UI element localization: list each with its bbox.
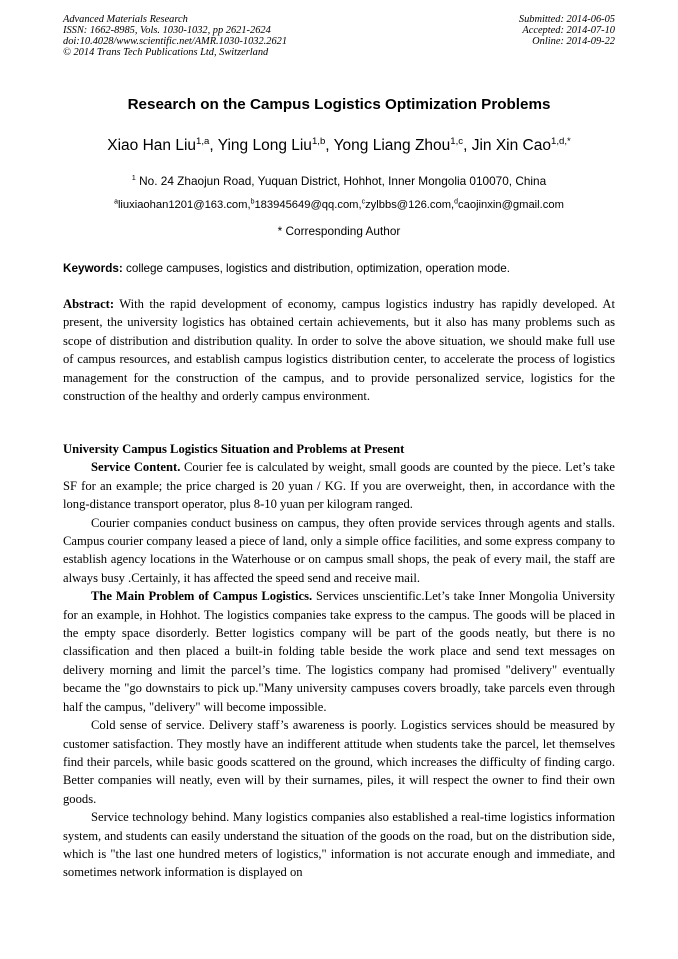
paragraph xyxy=(63,808,615,882)
journal-header-left xyxy=(63,14,287,58)
author-name: Jin Xin Cao xyxy=(471,137,551,154)
section-heading: University Campus Logistics Situation and Problems at Present xyxy=(63,442,405,456)
email-mark: b xyxy=(250,198,255,206)
accepted-date: Accepted: 2014-07-10 xyxy=(522,25,615,36)
author-affiliation-mark: 1,a xyxy=(196,135,210,147)
abstract-label: Abstract: xyxy=(63,297,115,311)
abstract xyxy=(63,295,615,405)
email-mark: a xyxy=(114,198,118,206)
author-name: Ying Long Liu xyxy=(217,137,312,154)
affiliation xyxy=(0,174,678,188)
paragraph-run-in-heading: The Main Problem of Campus Logistics. xyxy=(91,589,313,604)
paper-title: Research on the Campus Logistics Optimization Problems xyxy=(127,96,551,113)
keywords-text: college campuses, logistics and distribution, optimization, operation mode. xyxy=(126,262,510,275)
keywords-label: Keywords: xyxy=(63,262,123,275)
doi-line: doi:10.4028/www.scientific.net/AMR.1030-1032.2621 xyxy=(63,36,288,47)
email-mark: c xyxy=(361,198,366,206)
email-mark: d xyxy=(454,198,459,206)
affiliation-address: No. 24 Zhaojun Road, Yuquan District, Hohhot, Inner Mongolia 010070, China xyxy=(139,174,547,188)
affiliation-mark: 1 xyxy=(131,173,136,183)
keywords xyxy=(63,262,615,275)
paragraph-text: Courier fee is calculated by weight, small goods are counted by the piece. Let’s take SF for an example; the price charged is 20 yuan / KG. If you are overweight, then, in accordance with the long-distance transport operator, plus 8-10 yuan per kilogram ranged. xyxy=(63,460,615,512)
author-name: Yong Liang Zhou xyxy=(333,137,451,154)
author-affiliation-mark: 1,c xyxy=(450,135,464,147)
author-list: Xiao Han Liu$^{1,a}$, Ying Long Liu$^{1,b}$, Yong Liang Zhou$^{1,c}$, Jin Xin Cao$^{1,d,*}$ xyxy=(107,135,571,154)
paragraph-text: Courier companies conduct business on campus, they often provide services through agents and stalls. Campus courier company leased a piece of land, only a simple office facilities, and some express company to establish agency locations in the Waterhouse or on campus small shops, the peak of every mail, the staff are always busy .Certainly, it has affected the speed send and receive mail. xyxy=(63,515,615,585)
paragraph-text: Cold sense of service. Delivery staff’s awareness is poorly. Logistics services should be measured by customer satisfaction. They mostly have an indifferent attitude when students take the parcel, let themselves find their parcels, while basic goods scattered on the ground, which increases the difficulty of finding cargo. Better companies will neatly, even will by their surnames, piles, it will respect the owner to find their own goods. xyxy=(63,718,615,806)
email-list xyxy=(0,199,678,211)
paragraph-text: Service technology behind. Many logistics companies also established a real-time logistics information system, and students can easily understand the situation of the goods on the road, but on the distribution side, which is "the last one hundred meters of logistics," information is not accurate enough and immediate, and sometimes network information is displayed on xyxy=(63,810,615,880)
email-address[interactable]: zylbbs@126.com, xyxy=(365,199,455,211)
issn-line: ISSN: 1662-8985, Vols. 1030-1032, pp 2621-2624 xyxy=(63,25,271,36)
paragraph-run-in-heading: Service Content. xyxy=(91,460,181,475)
journal-header-right xyxy=(519,14,615,47)
abstract-text: With the rapid development of economy, campus logistics industry has rapidly developed. At present, the university logistics has obtained certain achievements, but it also has many problems such as scope of distribution and distribution quality. In order to solve the above situation, we should make full use of campus resources, and establish campus logistics distribution center, to accelerate the process of logistics management for the construction of the campus, and to provide personalized service, logistics for the construction of the healthy and orderly campus environment. xyxy=(63,297,616,404)
email-address[interactable]: caojinxin@gmail.com xyxy=(458,199,564,211)
online-date: Online: 2014-09-22 xyxy=(532,36,615,47)
email-address[interactable]: 183945649@qq.com, xyxy=(254,199,362,211)
submitted-date: Submitted: 2014-06-05 xyxy=(518,14,615,25)
paragraph xyxy=(63,716,615,808)
author-name: Xiao Han Liu xyxy=(107,137,197,154)
journal-name: Advanced Materials Research xyxy=(63,14,188,25)
corresponding-author-note: * Corresponding Author xyxy=(277,224,401,238)
copyright-line: © 2014 Trans Tech Publications Ltd, Switzerland xyxy=(63,47,269,58)
paragraph xyxy=(63,514,615,588)
email-address[interactable]: liuxiaohan1201@163.com, xyxy=(117,199,251,211)
paragraph-text: Services unscientific.Let’s take Inner Mongolia University for an example, in Hohhot. The logistics companies take express to the campus. The goods will be placed in the empty space disorderly. Better logistics company will be part of the goods neatly, but there is no classification and then placed a built-in folding table beside the work place and send text messages on delivery morning and limit the parcel’s time. The logistics company had promised "delivery" eventually became the "go downstairs to pick up."Many university campuses covers broadly, take parcels even through half the campus, "delivery" will become impossible. xyxy=(63,589,615,714)
author-affiliation-mark: 1,b xyxy=(311,135,326,147)
author-affiliation-mark: 1,d,* xyxy=(550,135,571,147)
section-body xyxy=(63,440,615,882)
paragraph xyxy=(63,587,615,716)
paragraph xyxy=(63,458,615,513)
